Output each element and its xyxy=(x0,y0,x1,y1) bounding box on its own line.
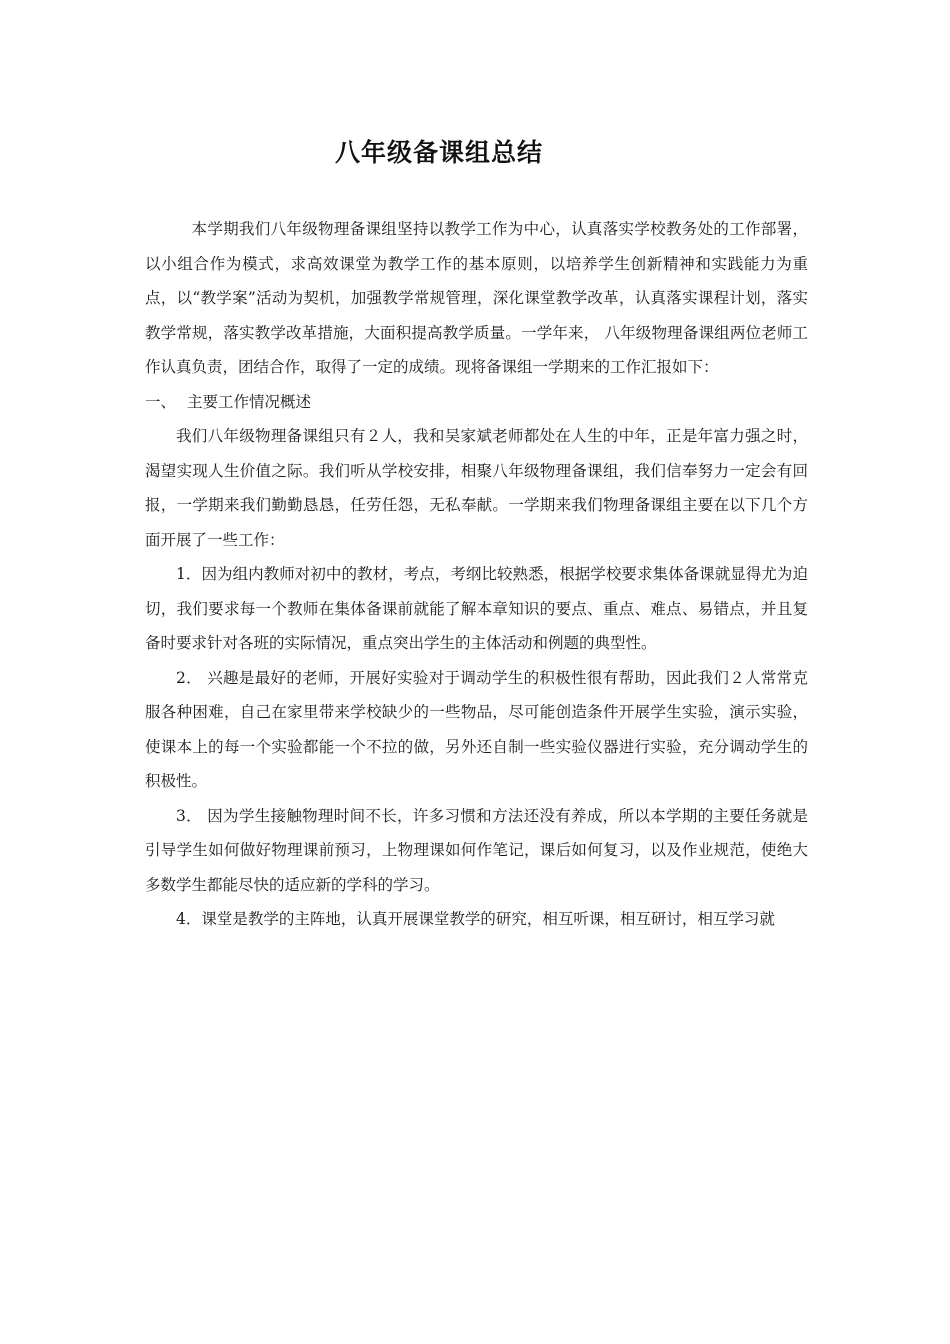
intro-paragraph: 本学期我们八年级物理备课组坚持以教学工作为中心，认真落实学校教务处的工作部署，以小组合作为模式，求高效课堂为教学工作的基本原则，以培养学生创新精神和实践能力为重点，以“教学案”活动为契机，加强教学常规管理，深化课堂教学改革，认真落实课程计划，落实教学常规，落实教学改革措施，大面积提高教学质量。一学年来， 八年级物理备课组两位老师工作认真负责，团结合作，取得了一定的成绩。现将备课组一学期来的工作汇报如下： xyxy=(145,220,808,376)
list-item-3: 3． 因为学生接触物理时间不长，许多习惯和方法还没有养成，所以本学期的主要任务就是引导学生如何做好物理课前预习，上物理课如何作笔记，课后如何复习，以及作业规范，使绝大多数学生都能尽快的适应新的学科的学习。 xyxy=(145,806,808,894)
list-item-1: 1．因为组内教师对初中的教材，考点，考纲比较熟悉，根据学校要求集体备课就显得尤为迫切，我们要求每一个教师在集体备课前就能了解本章知识的要点、重点、难点、易错点，并且复备时要求针对各班的实际情况，重点突出学生的主体活动和例题的典型性。 xyxy=(145,565,808,652)
document-title: 八年级备课组总结 xyxy=(334,138,543,167)
list-item-4: 4．课堂是教学的主阵地，认真开展课堂教学的研究，相互听课，相互研讨，相互学习就 xyxy=(176,910,775,928)
section-title: 主要工作情况概述 xyxy=(187,392,312,411)
section-heading xyxy=(145,385,808,420)
section-intro-paragraph: 我们八年级物理备课组只有２人，我和吴家斌老师都处在人生的中年，正是年富力强之时，渴望实现人生价值之际。我们听从学校安排，相聚八年级物理备课组，我们信奉努力一定会有回报，一学期来我们勤勤恳恳，任劳任怨，无私奉献。一学期来我们物理备课组主要在以下几个方面开展了一些工作： xyxy=(145,427,808,549)
section-number: 一、 xyxy=(145,392,177,411)
list-item-2: 2． 兴趣是最好的老师，开展好实验对于调动学生的积极性很有帮助，因此我们２人常常克服各种困难，自己在家里带来学校缺少的一些物品，尽可能创造条件开展学生实验，演示实验，使课本上的每一个实验都能一个不拉的做，另外还自制一些实验仪器进行实验，充分调动学生的积极性。 xyxy=(145,668,808,790)
document-body xyxy=(145,212,808,937)
